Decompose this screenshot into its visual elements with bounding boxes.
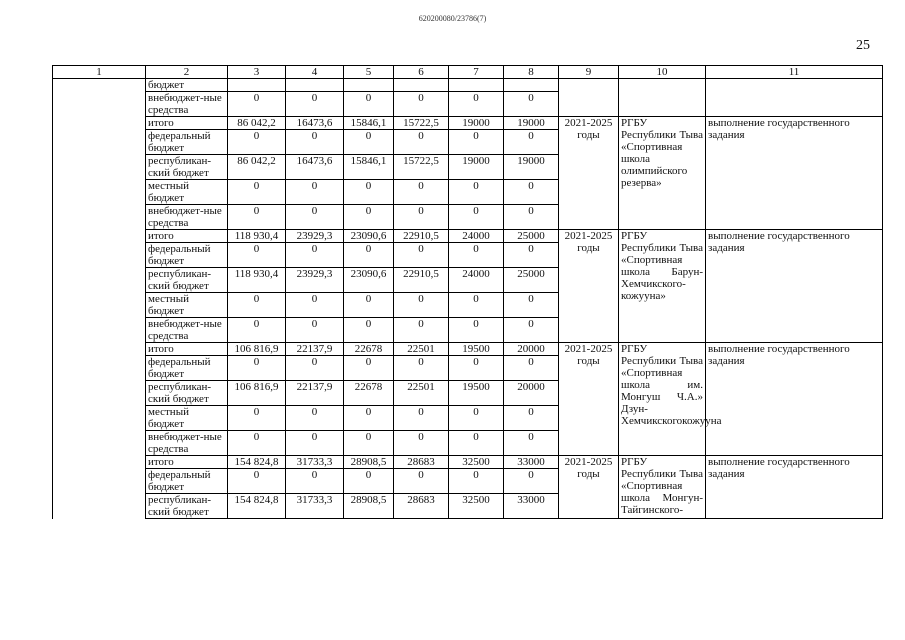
- amount-cell: 0: [344, 92, 394, 117]
- amount-cell: 0: [228, 318, 286, 343]
- amount-cell: 0: [344, 469, 394, 494]
- result-cell: выполнение государственного задания: [706, 230, 883, 343]
- amount-cell: 106 816,9: [228, 381, 286, 406]
- table-row: [53, 343, 883, 356]
- funding-source-label: местный бюджет: [146, 406, 228, 431]
- empty-cell: [619, 79, 706, 117]
- merged-column-1: [53, 205, 146, 230]
- merged-column-1: [53, 469, 146, 494]
- amount-cell: 0: [344, 205, 394, 230]
- amount-cell: 0: [504, 469, 559, 494]
- funding-source-label: внебюджет-ные средства: [146, 431, 228, 456]
- amount-cell: 86 042,2: [228, 117, 286, 130]
- amount-cell: 0: [504, 356, 559, 381]
- amount-cell: 0: [449, 243, 504, 268]
- amount-cell: 19000: [504, 155, 559, 180]
- amount-cell: 0: [228, 130, 286, 155]
- merged-column-1: [53, 79, 146, 92]
- amount-cell: 22910,5: [394, 268, 449, 293]
- empty-cell: [706, 79, 883, 117]
- amount-cell: 33000: [504, 456, 559, 469]
- merged-column-1: [53, 268, 146, 293]
- amount-cell: 106 816,9: [228, 343, 286, 356]
- column-number: 10: [619, 66, 706, 79]
- funding-source-label: итого: [146, 230, 228, 243]
- merged-column-1: [53, 431, 146, 456]
- amount-cell: 0: [394, 318, 449, 343]
- column-number: 6: [394, 66, 449, 79]
- amount-cell: 0: [394, 205, 449, 230]
- merged-column-1: [53, 343, 146, 356]
- merged-column-1: [53, 494, 146, 519]
- funding-source-label: внебюджет-ные средства: [146, 318, 228, 343]
- executor-cell: РГБУ Республики Тыва «Спортивная школа олимпийского резерва»: [619, 117, 706, 230]
- amount-cell: 0: [344, 180, 394, 205]
- amount-cell: 0: [228, 92, 286, 117]
- column-number: 2: [146, 66, 228, 79]
- merged-column-1: [53, 356, 146, 381]
- funding-source-label: итого: [146, 117, 228, 130]
- funding-source-label: федеральный бюджет: [146, 356, 228, 381]
- amount-cell: 31733,3: [286, 456, 344, 469]
- merged-column-1: [53, 130, 146, 155]
- period-cell: 2021-2025 годы: [559, 343, 619, 456]
- amount-cell: 0: [449, 318, 504, 343]
- column-number: 11: [706, 66, 883, 79]
- amount-cell: 15722,5: [394, 155, 449, 180]
- amount-cell: 28683: [394, 456, 449, 469]
- amount-cell: 0: [394, 431, 449, 456]
- merged-column-1: [53, 318, 146, 343]
- amount-cell: 0: [449, 293, 504, 318]
- merged-column-1: [53, 155, 146, 180]
- amount-cell: 22678: [344, 343, 394, 356]
- funding-source-label: федеральный бюджет: [146, 243, 228, 268]
- amount-cell: 19500: [449, 381, 504, 406]
- amount-cell: 19000: [449, 117, 504, 130]
- funding-source-label: итого: [146, 456, 228, 469]
- amount-cell: 0: [449, 205, 504, 230]
- amount-cell: 28908,5: [344, 456, 394, 469]
- amount-cell: 25000: [504, 268, 559, 293]
- amount-cell: [228, 79, 286, 92]
- amount-cell: 23090,6: [344, 230, 394, 243]
- funding-source-label: итого: [146, 343, 228, 356]
- amount-cell: 19000: [504, 117, 559, 130]
- amount-cell: 0: [394, 356, 449, 381]
- funding-source-label: федеральный бюджет: [146, 469, 228, 494]
- table-row: [53, 117, 883, 130]
- amount-cell: 23929,3: [286, 230, 344, 243]
- result-cell: выполнение государственного задания: [706, 343, 883, 456]
- amount-cell: 0: [228, 243, 286, 268]
- amount-cell: 0: [394, 293, 449, 318]
- amount-cell: 15846,1: [344, 117, 394, 130]
- column-number: 5: [344, 66, 394, 79]
- column-number: 1: [53, 66, 146, 79]
- amount-cell: 0: [286, 356, 344, 381]
- amount-cell: 0: [504, 92, 559, 117]
- amount-cell: 0: [504, 318, 559, 343]
- amount-cell: 22137,9: [286, 381, 344, 406]
- column-number: 4: [286, 66, 344, 79]
- funding-source-label: федеральный бюджет: [146, 130, 228, 155]
- amount-cell: 118 930,4: [228, 268, 286, 293]
- merged-column-1: [53, 117, 146, 130]
- amount-cell: 0: [449, 469, 504, 494]
- amount-cell: 154 824,8: [228, 456, 286, 469]
- executor-cell: РГБУ Республики Тыва «Спортивная школа Барун-Хемчикского-кожууна»: [619, 230, 706, 343]
- amount-cell: 32500: [449, 456, 504, 469]
- merged-column-1: [53, 406, 146, 431]
- amount-cell: 0: [449, 180, 504, 205]
- table-row: [53, 230, 883, 243]
- amount-cell: 0: [344, 431, 394, 456]
- period-cell: 2021-2025 годы: [559, 456, 619, 519]
- amount-cell: [504, 79, 559, 92]
- amount-cell: 0: [344, 356, 394, 381]
- amount-cell: 0: [449, 431, 504, 456]
- merged-column-1: [53, 92, 146, 117]
- period-cell: 2021-2025 годы: [559, 230, 619, 343]
- amount-cell: 0: [228, 205, 286, 230]
- funding-source-label: республикан-ский бюджет: [146, 268, 228, 293]
- funding-source-label: местный бюджет: [146, 293, 228, 318]
- executor-cell: РГБУ Республики Тыва «Спортивная школа Монгун-Тайгинского-: [619, 456, 706, 519]
- amount-cell: 0: [286, 406, 344, 431]
- amount-cell: 22501: [394, 381, 449, 406]
- amount-cell: 0: [504, 180, 559, 205]
- amount-cell: 0: [344, 318, 394, 343]
- amount-cell: [394, 79, 449, 92]
- amount-cell: 0: [286, 318, 344, 343]
- amount-cell: 22678: [344, 381, 394, 406]
- amount-cell: 0: [449, 92, 504, 117]
- amount-cell: 0: [228, 406, 286, 431]
- amount-cell: 0: [286, 180, 344, 205]
- funding-source-label: местный бюджет: [146, 180, 228, 205]
- amount-cell: [344, 79, 394, 92]
- funding-source-label: республикан-ский бюджет: [146, 155, 228, 180]
- amount-cell: 23090,6: [344, 268, 394, 293]
- amount-cell: 15722,5: [394, 117, 449, 130]
- amount-cell: 0: [228, 180, 286, 205]
- amount-cell: 0: [286, 92, 344, 117]
- amount-cell: 22137,9: [286, 343, 344, 356]
- page-number: 25: [856, 38, 870, 53]
- amount-cell: 0: [286, 469, 344, 494]
- amount-cell: 0: [504, 205, 559, 230]
- merged-column-1: [53, 381, 146, 406]
- funding-source-label: республикан-ский бюджет: [146, 381, 228, 406]
- amount-cell: 19000: [449, 155, 504, 180]
- amount-cell: 22501: [394, 343, 449, 356]
- amount-cell: 15846,1: [344, 155, 394, 180]
- amount-cell: 118 930,4: [228, 230, 286, 243]
- column-number-row: [53, 66, 883, 79]
- amount-cell: 24000: [449, 268, 504, 293]
- executor-cell: РГБУ Республики Тыва «Спортивная школа им. Монгуш Ч.А.» Дзун-Хемчикскогокожууна: [619, 343, 706, 456]
- amount-cell: 16473,6: [286, 117, 344, 130]
- amount-cell: 28683: [394, 494, 449, 519]
- amount-cell: 32500: [449, 494, 504, 519]
- amount-cell: 16473,6: [286, 155, 344, 180]
- amount-cell: 0: [228, 431, 286, 456]
- amount-cell: 28908,5: [344, 494, 394, 519]
- amount-cell: 0: [504, 406, 559, 431]
- amount-cell: 0: [394, 406, 449, 431]
- amount-cell: 0: [504, 243, 559, 268]
- amount-cell: 0: [394, 469, 449, 494]
- amount-cell: 0: [286, 293, 344, 318]
- result-cell: выполнение государственного задания: [706, 456, 883, 519]
- amount-cell: 0: [286, 243, 344, 268]
- amount-cell: 20000: [504, 381, 559, 406]
- column-number: 3: [228, 66, 286, 79]
- table-row: [53, 456, 883, 469]
- merged-column-1: [53, 243, 146, 268]
- amount-cell: 0: [344, 130, 394, 155]
- merged-column-1: [53, 180, 146, 205]
- amount-cell: 0: [504, 431, 559, 456]
- empty-cell: [559, 79, 619, 117]
- amount-cell: 0: [394, 92, 449, 117]
- amount-cell: 0: [449, 356, 504, 381]
- document-id: 620200080/23786(7): [418, 14, 487, 23]
- amount-cell: 0: [344, 406, 394, 431]
- amount-cell: 0: [449, 130, 504, 155]
- merged-column-1: [53, 230, 146, 243]
- amount-cell: 0: [286, 130, 344, 155]
- period-cell: 2021-2025 годы: [559, 117, 619, 230]
- amount-cell: 0: [394, 130, 449, 155]
- funding-source-label: внебюджет-ные средства: [146, 92, 228, 117]
- amount-cell: 31733,3: [286, 494, 344, 519]
- amount-cell: [449, 79, 504, 92]
- funding-source-label: внебюджет-ные средства: [146, 205, 228, 230]
- amount-cell: 0: [504, 293, 559, 318]
- amount-cell: 86 042,2: [228, 155, 286, 180]
- amount-cell: 0: [228, 469, 286, 494]
- amount-cell: 25000: [504, 230, 559, 243]
- amount-cell: 19500: [449, 343, 504, 356]
- amount-cell: [286, 79, 344, 92]
- amount-cell: 0: [344, 293, 394, 318]
- funding-source-label: республикан-ский бюджет: [146, 494, 228, 519]
- amount-cell: 33000: [504, 494, 559, 519]
- amount-cell: 0: [394, 180, 449, 205]
- merged-column-1: [53, 293, 146, 318]
- amount-cell: 0: [286, 431, 344, 456]
- amount-cell: 0: [228, 356, 286, 381]
- amount-cell: 0: [394, 243, 449, 268]
- amount-cell: 0: [286, 205, 344, 230]
- column-number: 9: [559, 66, 619, 79]
- amount-cell: 24000: [449, 230, 504, 243]
- amount-cell: 0: [344, 243, 394, 268]
- amount-cell: 20000: [504, 343, 559, 356]
- amount-cell: 154 824,8: [228, 494, 286, 519]
- column-number: 7: [449, 66, 504, 79]
- column-number: 8: [504, 66, 559, 79]
- amount-cell: 0: [228, 293, 286, 318]
- result-cell: выполнение государственного задания: [706, 117, 883, 230]
- table-row: [53, 79, 883, 92]
- budget-table: [52, 65, 883, 519]
- amount-cell: 0: [504, 130, 559, 155]
- amount-cell: 22910,5: [394, 230, 449, 243]
- funding-source-label: бюджет: [146, 79, 228, 92]
- amount-cell: 23929,3: [286, 268, 344, 293]
- merged-column-1: [53, 456, 146, 469]
- amount-cell: 0: [449, 406, 504, 431]
